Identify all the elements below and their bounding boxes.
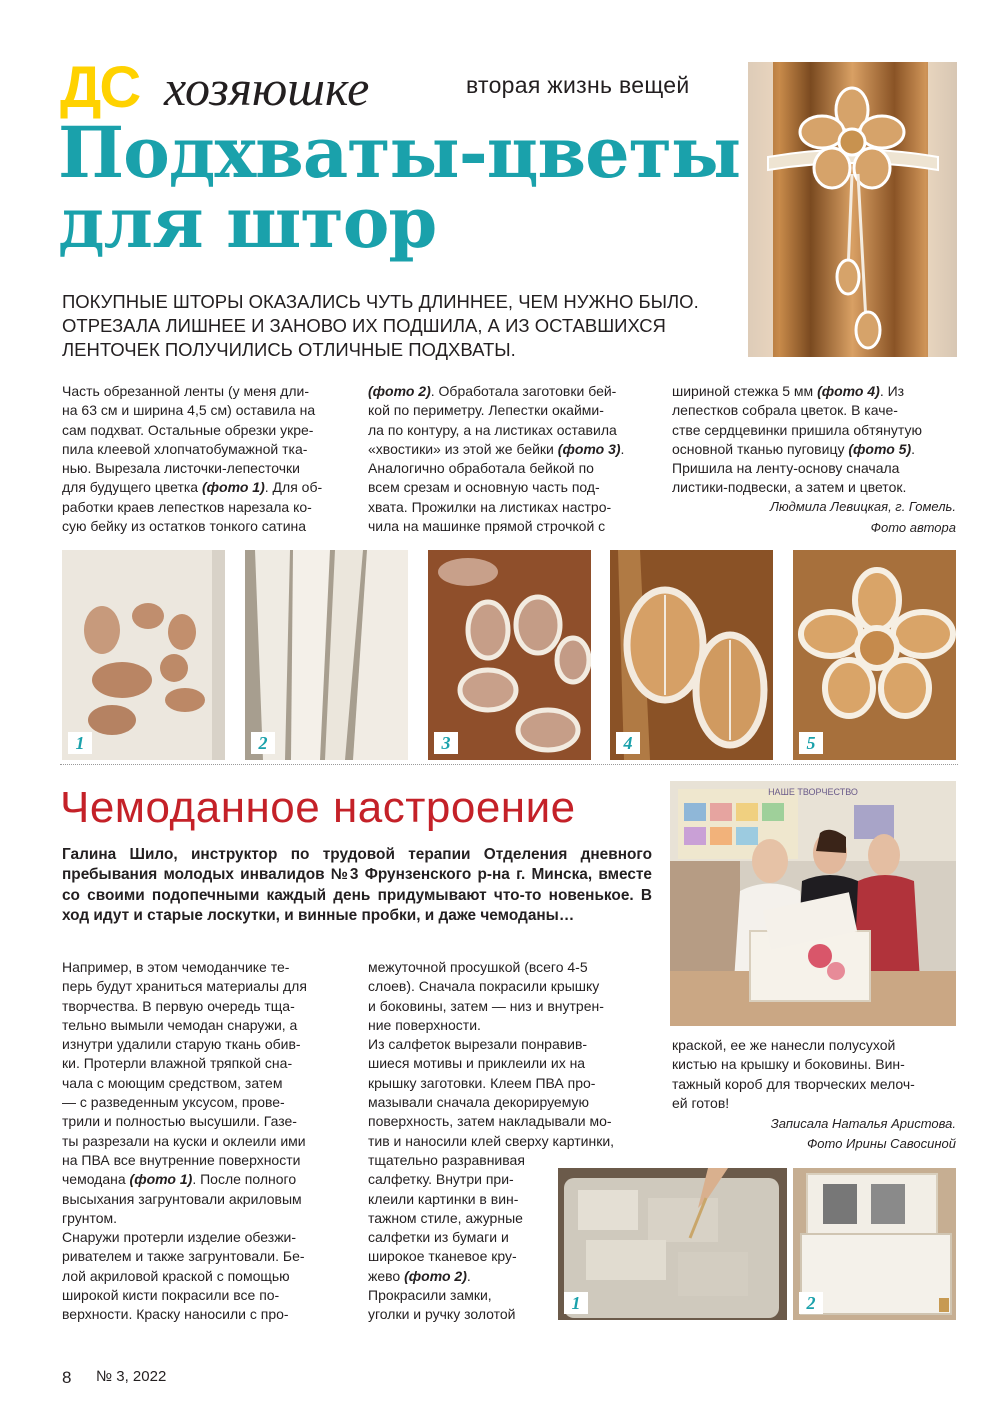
text: на 63 см и ширина 4,5 см) оставила на (62, 402, 316, 419)
text: межуточной просушкой (всего 4-5 (368, 959, 588, 975)
group-photo (670, 781, 956, 1026)
step-photo-1 (62, 550, 225, 760)
text: Из салфеток вырезали понравив- (368, 1036, 588, 1053)
text: перь будут храниться материалы для (62, 978, 307, 995)
text: салфетки из бумаги и (368, 1229, 509, 1246)
text: основной тканью пуговицу (672, 440, 845, 457)
title-line-1: Подхваты-цветы (58, 111, 741, 194)
text: ей готов! (672, 1094, 730, 1111)
photo-ref: (фото 4) (817, 383, 880, 399)
text: и боковины, затем — низ и внутрен- (368, 997, 604, 1014)
rubric-subtitle: вторая жизнь вещей (466, 72, 690, 98)
step-photo-4 (610, 550, 773, 760)
photo-ref: (фото 3) (557, 440, 621, 457)
photo-number: 2 (799, 1292, 823, 1314)
text: изнутри удалили старую ткань обив- (62, 1036, 301, 1053)
text: поверхность, затем накладывали мо- (368, 1113, 612, 1130)
text: сам подхват. Остальные обрезки укре- (62, 421, 314, 438)
text: кистью на крышку и боковины. Вин- (672, 1056, 905, 1073)
text: ки. Протерли влажной тряпкой сна- (62, 1055, 293, 1072)
text: Снаружи протерли изделие обезжи- (62, 1229, 297, 1246)
article1-column-3 (672, 382, 962, 498)
text: на ПВА все внутренние поверхности (62, 1151, 301, 1168)
text: краской, ее же нанесли полусухой (672, 1037, 896, 1053)
text: тив и наносили клей сверху картинки, (368, 1132, 615, 1149)
text: крышку заготовки. Клеем ПВА про- (368, 1074, 596, 1091)
text: — с разведенным уксусом, прове- (62, 1094, 285, 1111)
text: для будущего цветка (62, 479, 199, 496)
text: кой по периметру. Лепестки окайми- (368, 402, 604, 419)
issue-number: № 3, 2022 (96, 1368, 167, 1385)
text: тажном стиле, ажурные (368, 1209, 523, 1226)
article2-column-3 (672, 1036, 962, 1113)
photo-ref: (фото 2) (404, 1267, 467, 1284)
photo-number: 1 (68, 732, 92, 754)
text: верхности. Краску наносили с про- (62, 1306, 289, 1323)
text: листики-подвески, а затем и цветок. (672, 479, 907, 496)
text: уголки и ручку золотой (368, 1306, 516, 1323)
step-photo-3 (428, 550, 591, 760)
text: сую бейку из остатков тонкого сатина (62, 518, 307, 535)
photo-number: 4 (616, 732, 640, 754)
photo-number: 3 (434, 732, 458, 754)
text: ла по контуру, а на листиках оставила (368, 421, 617, 438)
step-photo-2 (245, 550, 408, 760)
article2-author: Записала Наталья Аристова. (770, 1116, 956, 1131)
text: лой акриловой краской с помощью (62, 1267, 290, 1284)
article1-column-2 (368, 382, 656, 536)
article2-photo-credit: Фото Ирины Савосиной (806, 1136, 956, 1151)
text: жево (368, 1267, 401, 1284)
photo-ref: (фото 2) (368, 383, 431, 399)
text: слоев). Сначала покрасили крышку (368, 978, 600, 995)
text: Прокрасили замки, (368, 1287, 492, 1304)
text: широкой кисти покрасили все по- (62, 1287, 280, 1304)
board-text: НАШЕ ТВОРЧЕСТВО (768, 787, 858, 797)
text: Часть обрезанной ленты (у меня дли- (62, 383, 309, 399)
rubric-logo: ДС (60, 55, 140, 120)
suitcase-photo-2 (793, 1168, 956, 1320)
article2-lead: Галина Шило, инструктор по трудовой терапии Отделения дневного пребывания молодых инвалидов №3 Фрунзенского р-на г. Минска, вместе со своими подопечными каждый день придумывают что-то новенькое. В ход идут и старые лоскутки, и винные пробки, и даже чемоданы… (62, 846, 652, 924)
text: . Обработала заготовки бей- (430, 383, 617, 399)
text: широкое тканевое кру- (368, 1248, 517, 1265)
photo-ref: (фото 5) (848, 440, 912, 457)
step-photo-5 (793, 550, 956, 760)
text: чила на машинке прямой строчкой с (368, 518, 606, 535)
photo-ref: (фото 1) (129, 1171, 193, 1188)
text: клеили картинки в вин- (368, 1190, 519, 1207)
text: тщательно разравнивая (368, 1151, 525, 1168)
text: . После полного (192, 1171, 297, 1188)
text: . Для об- (264, 479, 323, 496)
text: чала с моющим средством, затем (62, 1074, 283, 1091)
article-lead: ПОКУПНЫЕ ШТОРЫ ОКАЗАЛИСЬ ЧУТЬ ДЛИННЕЕ, ЧЕМ НУЖНО БЫЛО. ОТРЕЗАЛА ЛИШНЕЕ И ЗАНОВО ИХ ПОДШИЛА, А ИЗ ОСТАВШИХСЯ ЛЕНТОЧЕК ПОЛУЧИЛИСЬ ОТЛИЧНЫЕ ПОДХВАТЫ. (62, 291, 699, 360)
text: пила клеевой хлопчатобумажной тка- (62, 440, 308, 457)
article-title (58, 111, 748, 264)
curtain-tieback-photo (748, 62, 957, 357)
text: шириной стежка 5 мм (672, 383, 814, 399)
text: тельно вымыли чемодан снаружи, а (62, 1016, 298, 1033)
article2-column-1 (62, 958, 350, 1325)
text: . (620, 440, 625, 457)
text: . (911, 440, 916, 457)
text: ты разрезали на куски и оклеили ими (62, 1132, 306, 1149)
text: творчества. В первую очередь тща- (62, 997, 295, 1014)
text: грунтом. (62, 1209, 118, 1226)
section-divider (60, 764, 958, 765)
article2-title: Чемоданное настроение (60, 783, 576, 832)
text: трили и полностью высушили. Газе- (62, 1113, 297, 1130)
text: Например, в этом чемоданчике те- (62, 959, 290, 975)
photo-number: 1 (564, 1292, 588, 1314)
text: нью. Вырезала листочки-лепесточки (62, 460, 300, 477)
text: салфетку. Внутри при- (368, 1171, 514, 1188)
text: «хвостики» из этой же бейки (368, 440, 554, 457)
text: тажный короб для творческих мелоч- (672, 1075, 915, 1092)
article1-photo-credit: Фото автора (870, 520, 956, 535)
text: . (466, 1267, 471, 1284)
text: Аналогично обработала бейкой по (368, 460, 594, 477)
text: Пришила на ленту-основу сначала (672, 460, 900, 477)
text: стве сердцевинки пришила обтянутую (672, 421, 922, 438)
text: ривателем и также загрунтовали. Бе- (62, 1248, 305, 1265)
title-line-2: для штор (58, 181, 437, 264)
text: чемодана (62, 1171, 126, 1188)
photo-number: 5 (799, 732, 823, 754)
text: всем срезам и основную часть под- (368, 479, 600, 496)
article1-column-1 (62, 382, 350, 536)
page-number: 8 (62, 1368, 72, 1387)
rubric-name: хозяюшке (164, 60, 370, 116)
text: высыхания загрунтовали акриловым (62, 1190, 302, 1207)
photo-ref: (фото 1) (202, 479, 265, 496)
text: лепестков собрала цветок. В каче- (672, 402, 898, 419)
text: шиеся мотивы и приклеили их на (368, 1055, 586, 1072)
photo-number: 2 (251, 732, 275, 754)
article1-author: Людмила Левицкая, г. Гомель. (769, 499, 956, 514)
text: . Из (879, 383, 905, 399)
suitcase-photo-1 (558, 1168, 787, 1320)
text: хвата. Прожилки на листиках настро- (368, 498, 612, 515)
text: работки краев лепестков нарезала ко- (62, 498, 312, 515)
text: мазывали сначала декорируемую (368, 1094, 589, 1111)
text: ние поверхности. (368, 1016, 481, 1033)
